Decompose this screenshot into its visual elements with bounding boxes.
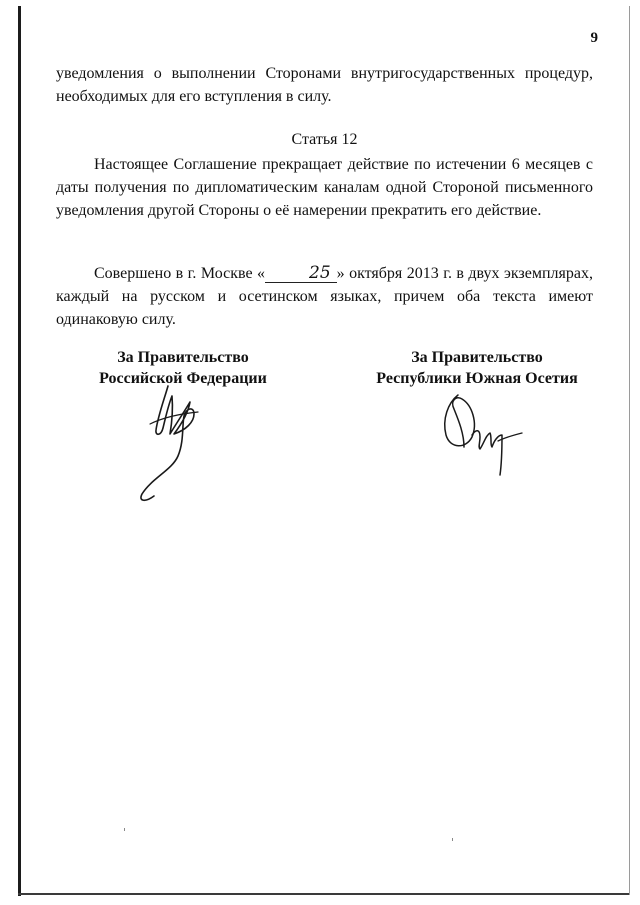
done-suffix: » октября 2013 г. в двух экземплярах, каждый на русском и осетинском языках, причем оба текста имеют одинаковую силу. <box>56 265 593 328</box>
scan-speck <box>452 838 453 841</box>
signatory-line2: Республики Южная Осетия <box>376 370 578 387</box>
done-prefix: Совершено в г. Москве « <box>94 265 265 282</box>
continuation-paragraph <box>56 62 593 108</box>
signatory-line1: За Правительство <box>117 349 249 366</box>
scan-speck <box>124 828 125 831</box>
scan-edge-bottom <box>18 893 630 895</box>
continuation-text: уведомления о выполнении Сторонами внутригосударственных процедур, необходимых для его вступления в силу. <box>56 65 593 105</box>
done-text <box>56 262 593 331</box>
signatory-south-ossetia <box>352 347 602 389</box>
signature-left <box>128 378 218 508</box>
signatory-line1: За Правительство <box>411 349 543 366</box>
signatory-line2: Российской Федерации <box>99 370 267 387</box>
done-paragraph <box>56 262 593 331</box>
handwritten-day: 25 <box>265 264 337 283</box>
scan-edge-right <box>629 6 630 895</box>
article-body-text: Настоящее Соглашение прекращает действие по истечении 6 месяцев с даты получения по дипломатическим каналам одной Стороной письменного уведомления другой Стороны о её намерении прекратить его действие. <box>56 156 593 219</box>
article-body-paragraph <box>56 153 593 222</box>
scan-edge-left <box>18 6 21 896</box>
article-title: Статья 12 <box>291 131 358 148</box>
page-number: 9 <box>590 30 598 46</box>
signature-right <box>428 385 528 480</box>
